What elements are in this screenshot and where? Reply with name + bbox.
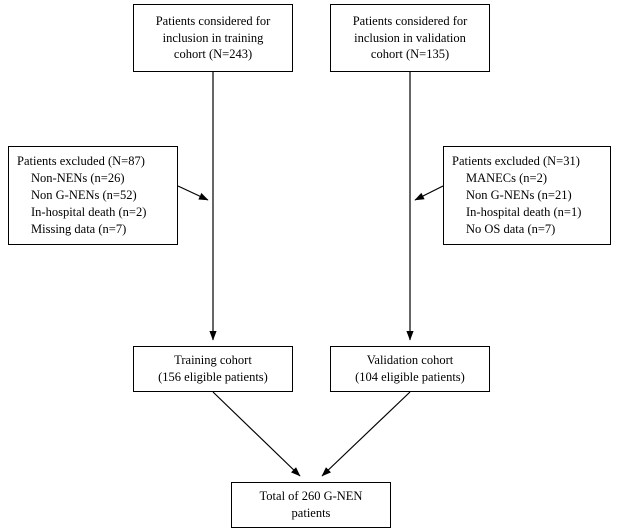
connector-training-to-excluded: [178, 186, 208, 200]
connector-validation-cohort-to-total: [322, 392, 410, 476]
node-line: cohort (N=135): [370, 47, 450, 62]
node-total-patients: [231, 482, 391, 528]
node-validation-considered: [330, 4, 490, 72]
node-line: Non G-NENs (n=52): [31, 188, 137, 203]
node-line: Patients considered for: [155, 13, 271, 28]
node-line: cohort (N=243): [173, 47, 253, 62]
node-line: Total of 260 G-NEN: [259, 489, 363, 504]
node-training-excluded: [8, 146, 178, 245]
node-line: In-hospital death (n=2): [31, 204, 147, 219]
node-line: patients: [291, 506, 331, 520]
node-line: In-hospital death (n=1): [466, 204, 582, 219]
node-line: (156 eligible patients): [158, 370, 268, 384]
node-line: Patients excluded (N=87): [17, 154, 145, 169]
node-validation-excluded: [443, 146, 611, 245]
node-training-considered: [133, 4, 293, 72]
node-validation-cohort: [330, 346, 490, 392]
node-line: Validation cohort: [366, 353, 454, 368]
connector-validation-to-excluded: [415, 186, 443, 200]
node-line: inclusion in validation: [354, 30, 466, 45]
node-line: Non G-NENs (n=21): [466, 188, 572, 203]
connector-training-cohort-to-total: [213, 392, 300, 476]
node-line: Training cohort: [174, 353, 252, 368]
node-training-cohort: [133, 346, 293, 392]
node-line: (104 eligible patients): [355, 370, 465, 384]
node-line: Non-NENs (n=26): [31, 171, 125, 186]
node-line: inclusion in training: [162, 30, 264, 45]
node-line: MANECs (n=2): [466, 171, 548, 186]
node-line: Patients excluded (N=31): [452, 154, 580, 169]
node-line: No OS data (n=7): [466, 221, 556, 236]
node-line: Missing data (n=7): [31, 221, 127, 236]
node-line: Patients considered for: [352, 13, 468, 28]
